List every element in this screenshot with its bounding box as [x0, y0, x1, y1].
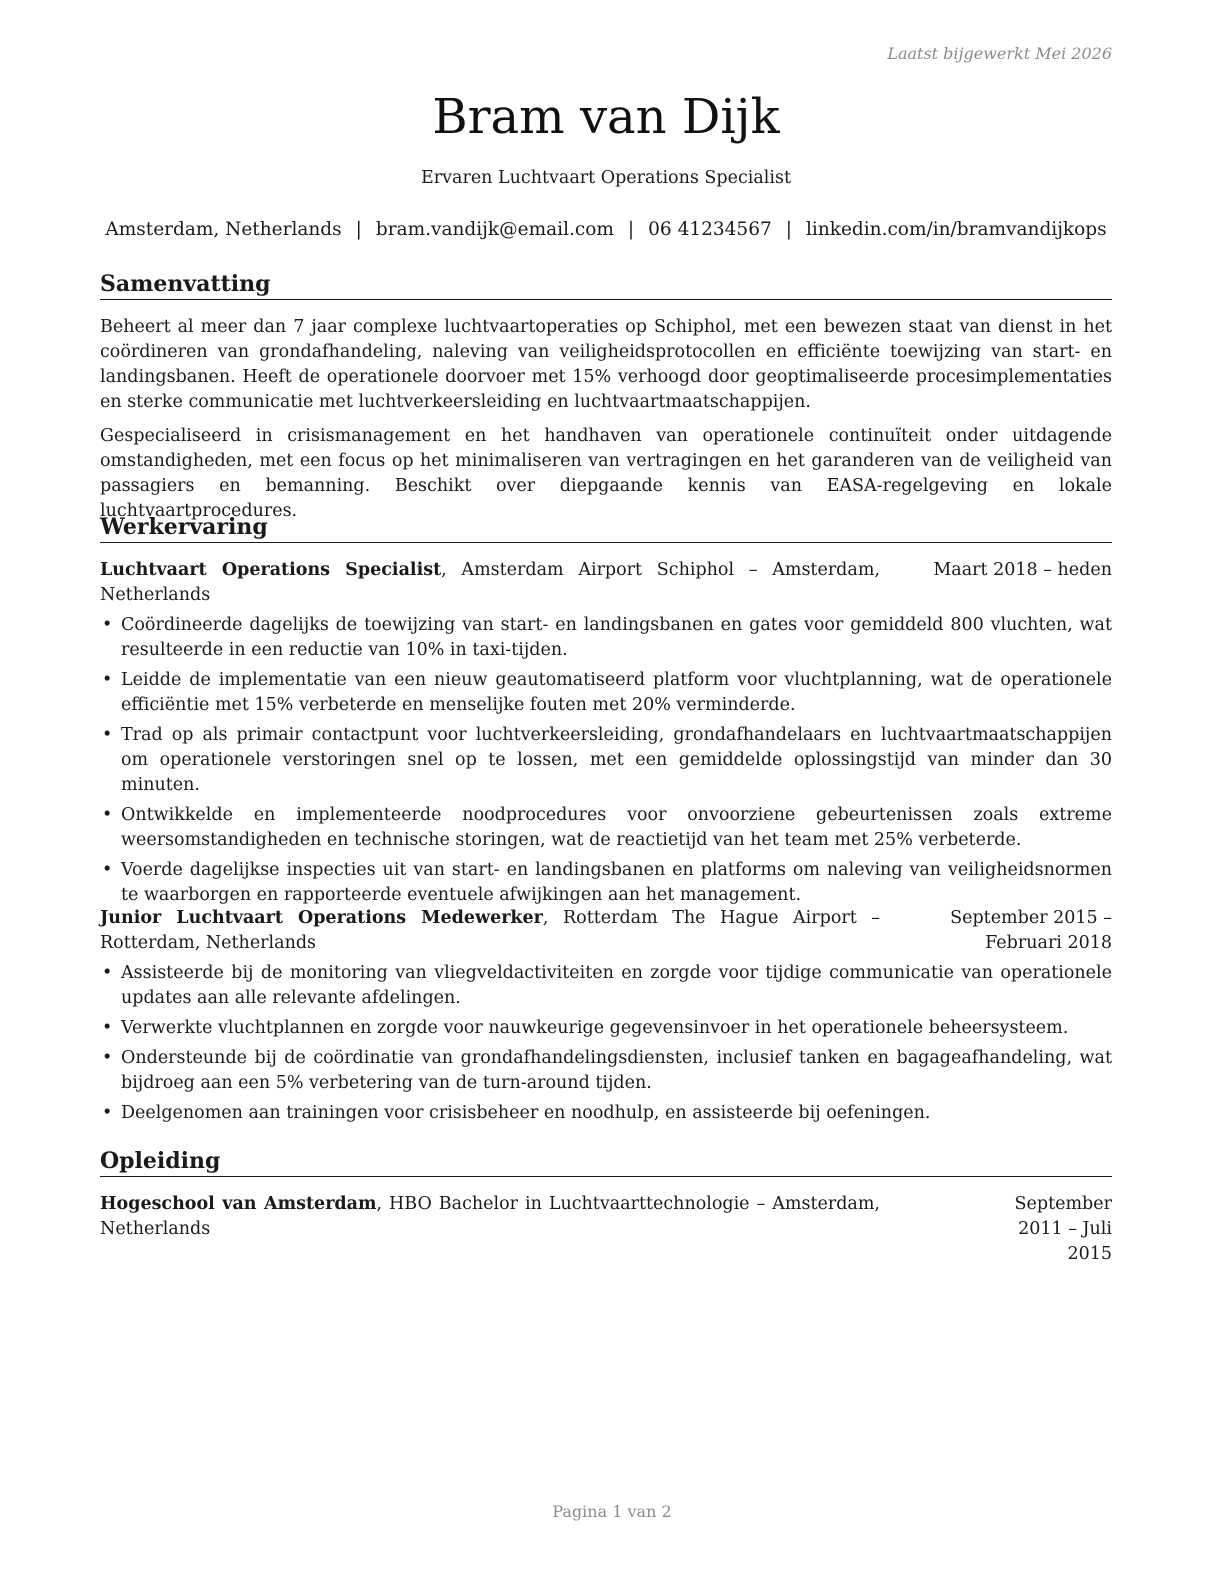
- summary-paragraph: Beheert al meer dan 7 jaar complexe luchtvaartoperaties op Schiphol, met een bewezen staat van dienst in het coördineren van grondafhandeling, naleving van veiligheidsprotocollen en efficiënte toewijzing van start- en landingsbanen. Heeft de operationele doorvoer met 15% verhoogd door geoptimaliseerde procesimplementaties en sterke communicatie met luchtverkeersleiding en luchtvaartmaatschappijen.: [100, 317, 1112, 412]
- education-details: , HBO Bachelor in Luchtvaarttechnologie – Amsterdam, Netherlands: [100, 1194, 880, 1239]
- contact-separator: |: [355, 219, 362, 240]
- contact-phone: 06 41234567: [648, 219, 772, 240]
- job-bullet: • Ondersteunde bij de coördinatie van grondafhandelingsdiensten, inclusief tanken en bagageafhandeling, wat bijdroeg aan een 5% verbetering van de turn-around tijden.: [100, 1046, 1112, 1096]
- contact-location: Amsterdam, Netherlands: [105, 219, 342, 240]
- job-dates: Maart 2018 – heden: [933, 560, 1112, 580]
- candidate-tagline: Ervaren Luchtvaart Operations Specialist: [421, 168, 791, 188]
- job-bullet: • Verwerkte vluchtplannen en zorgde voor nauwkeurige gegevensinvoer in het operationele beheersysteem.: [100, 1016, 1112, 1041]
- page-number: Pagina 1 van 2: [552, 1502, 672, 1521]
- candidate-name: Bram van Dijk: [432, 89, 780, 145]
- last-updated: Laatst bijgewerkt Mei 2026: [887, 44, 1112, 63]
- section-heading-experience: Werkervaring: [100, 514, 1112, 543]
- job-bullet: • Deelgenomen aan trainingen voor crisisbeheer en noodhulp, en assisteerde bij oefeningen.: [100, 1101, 1112, 1126]
- summary-paragraph: Gespecialiseerd in crisismanagement en het handhaven van operationele continuïteit onder uitdagende omstandigheden, met een focus op het minimaliseren van vertragingen en het garanderen van de veiligheid van passagiers en bemanning. Beschikt over diepgaande kennis van EASA-regelgeving en lokale luchtvaartprocedures.: [100, 426, 1112, 521]
- job-title: Junior Luchtvaart Operations Medewerker: [100, 908, 543, 928]
- job-bullets: [100, 961, 1112, 1131]
- job-bullet: • Trad op als primair contactpunt voor luchtverkeersleiding, grondafhandelaars en luchtvaartmaatschappijen om operationele verstoringen snel op te lossen, met een gemiddelde oplossingstijd van minder dan 30 minuten.: [100, 723, 1112, 798]
- job-bullet: • Leidde de implementatie van een nieuw geautomatiseerd platform voor vluchtplanning, wat de operationele efficiëntie met 15% verbeterde en menselijke fouten met 20% verminderde.: [100, 668, 1112, 718]
- job-company: , Rotterdam The Hague Airport – Rotterdam, Netherlands: [100, 908, 880, 953]
- job-dates: September 2015 – Februari 2018: [950, 908, 1112, 953]
- contact-line: [100, 219, 1112, 240]
- contact-linkedin[interactable]: linkedin.com/in/bramvandijkops: [805, 219, 1107, 240]
- education-school: Hogeschool van Amsterdam: [100, 1194, 377, 1214]
- job-header: [100, 558, 1112, 608]
- contact-separator: |: [627, 219, 635, 240]
- section-heading-education: Opleiding: [100, 1148, 1112, 1177]
- job-company: , Amsterdam Airport Schiphol – Amsterdam, Netherlands: [100, 560, 880, 605]
- job-header: [100, 906, 1112, 956]
- education-item: [100, 1192, 1112, 1264]
- section-heading-summary: Samenvatting: [100, 271, 1112, 300]
- education-dates: September 2011 – Juli 2015: [1014, 1194, 1112, 1264]
- job-bullets: [100, 613, 1112, 913]
- contact-separator: |: [785, 219, 792, 240]
- job-title: Luchtvaart Operations Specialist: [100, 560, 442, 580]
- job-bullet: • Ontwikkelde en implementeerde noodprocedures voor onvoorziene gebeurtenissen zoals extreme weersomstandigheden en technische storingen, wat de reactietijd van het team met 25% verbeterde.: [100, 803, 1112, 853]
- job-bullet: • Assisteerde bij de monitoring van vliegveldactiviteiten en zorgde voor tijdige communicatie van operationele updates aan alle relevante afdelingen.: [100, 961, 1112, 1011]
- job-bullet: • Voerde dagelijkse inspecties uit van start- en landingsbanen en platforms om naleving van veiligheidsnormen te waarborgen en rapporteerde eventuele afwijkingen aan het management.: [100, 858, 1112, 908]
- contact-email[interactable]: bram.vandijk@email.com: [375, 219, 614, 240]
- job-bullet: • Coördineerde dagelijks de toewijzing van start- en landingsbanen en gates voor gemiddeld 800 vluchten, wat resulteerde in een reductie van 10% in taxi-tijden.: [100, 613, 1112, 663]
